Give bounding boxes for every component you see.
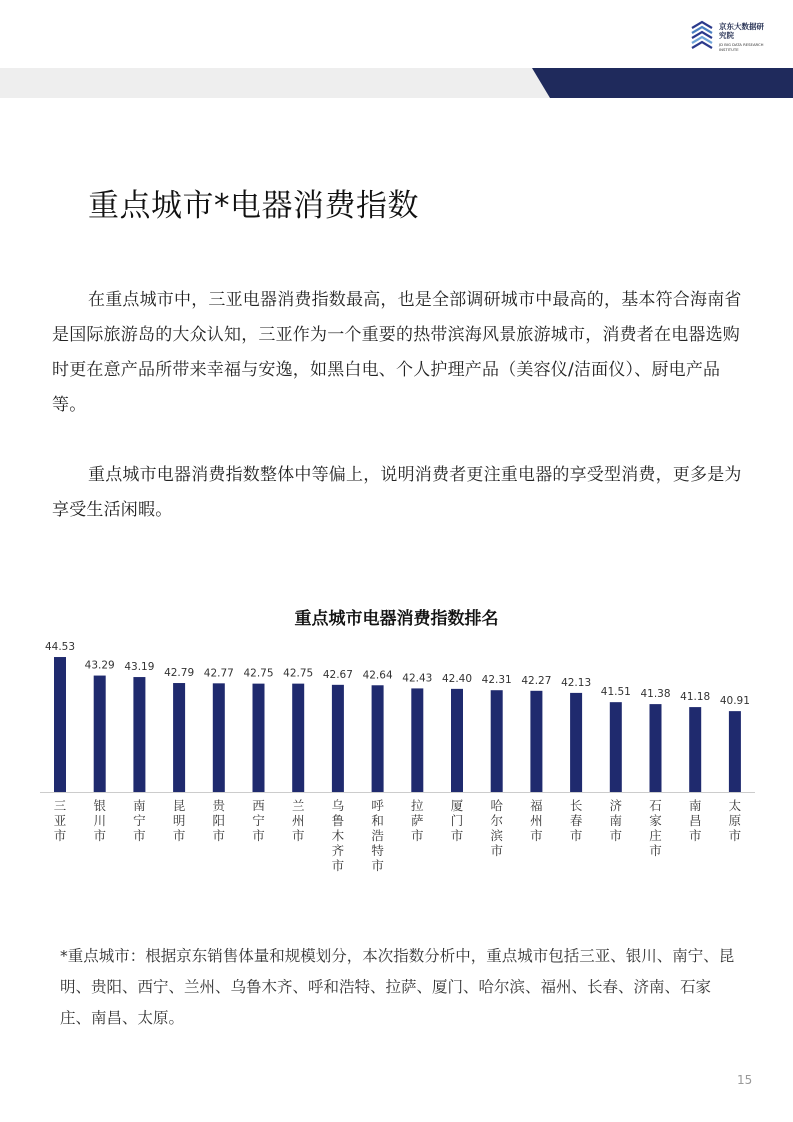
data-label: 42.75 [283, 667, 314, 680]
bar [94, 676, 106, 792]
category-label: 拉萨市 [411, 798, 424, 843]
bar [332, 685, 344, 792]
data-label: 41.51 [600, 686, 631, 699]
bar [213, 683, 225, 792]
page-title: 重点城市*电器消费指数 [88, 188, 419, 224]
bar [292, 684, 304, 792]
bar [451, 689, 463, 792]
bar [491, 690, 503, 792]
bar [650, 704, 662, 792]
category-label: 长春市 [569, 798, 583, 843]
bar [173, 683, 185, 792]
category-label: 南宁市 [133, 798, 146, 843]
bar [570, 693, 582, 792]
logo [688, 18, 778, 58]
category-label: 济南市 [609, 798, 623, 843]
bar [372, 685, 384, 792]
data-label: 42.79 [164, 667, 195, 680]
data-label: 43.29 [84, 659, 115, 672]
data-label: 42.67 [322, 668, 353, 681]
category-label: 厦门市 [450, 798, 464, 843]
paragraph-2: 重点城市电器消费指数整体中等偏上，说明消费者更注重电器的享受型消费，更多是为享受生活闲暇。 [52, 465, 742, 520]
bar [729, 711, 741, 792]
data-label: 42.40 [441, 672, 473, 685]
bar [610, 702, 622, 792]
bar [411, 688, 423, 792]
category-label: 西宁市 [252, 798, 265, 843]
bar [253, 684, 265, 792]
category-label: 兰州市 [291, 798, 305, 843]
data-label: 42.27 [521, 674, 552, 687]
category-label: 南昌市 [688, 798, 702, 843]
footnote: *重点城市：根据京东销售体量和规模划分，本次指数分析中，重点城市包括三亚、银川、南宁、昆明、贵阳、西宁、兰州、乌鲁木齐、呼和浩特、拉萨、厦门、哈尔滨、福州、长春、济南、石家庄、南昌、太原。 [60, 947, 735, 1027]
category-label: 乌鲁木齐市 [331, 798, 345, 873]
category-label: 贵阳市 [212, 798, 226, 843]
category-label: 福州市 [530, 798, 543, 843]
logo-text: 京东大数据研究院 [719, 22, 764, 40]
data-label: 42.75 [243, 667, 274, 680]
category-label: 石家庄市 [649, 798, 662, 858]
bar [54, 657, 66, 792]
data-label: 42.77 [203, 667, 234, 680]
data-label: 42.31 [481, 674, 512, 687]
data-label: 41.18 [680, 691, 711, 704]
data-label: 41.38 [640, 688, 671, 701]
data-label: 44.53 [44, 641, 76, 654]
category-label: 太原市 [728, 798, 742, 843]
paragraph-1: 在重点城市中，三亚电器消费指数最高，也是全部调研城市中最高的，基本符合海南省是国际旅游岛的大众认知，三亚作为一个重要的热带滨海风景旅游城市，消费者在电器选购时更在意产品所带来幸福与安逸，如黑白电、个人护理产品（美容仪/洁面仪）、厨电产品等。 [52, 290, 742, 415]
data-label: 42.64 [362, 669, 393, 682]
page-number: 15 [737, 1073, 753, 1087]
bar [133, 677, 145, 792]
logo-mark-icon [688, 20, 716, 52]
category-label: 呼和浩特市 [371, 798, 384, 873]
category-label: 银川市 [93, 798, 106, 843]
category-label: 昆明市 [172, 798, 186, 843]
bar [689, 707, 701, 792]
data-label: 42.43 [402, 672, 433, 685]
category-label: 三亚市 [53, 798, 67, 843]
data-label: 42.13 [561, 676, 592, 689]
header-band [0, 68, 793, 98]
bar [530, 691, 542, 792]
data-label: 40.91 [719, 695, 750, 708]
category-label: 哈尔滨市 [490, 798, 503, 858]
logo-subtext: JD BIG DATA RESEARCH INSTITUTE [719, 42, 764, 52]
bar-chart [0, 620, 793, 890]
chart-title: 重点城市电器消费指数排名 [294, 609, 499, 629]
data-label: 43.19 [124, 661, 155, 674]
